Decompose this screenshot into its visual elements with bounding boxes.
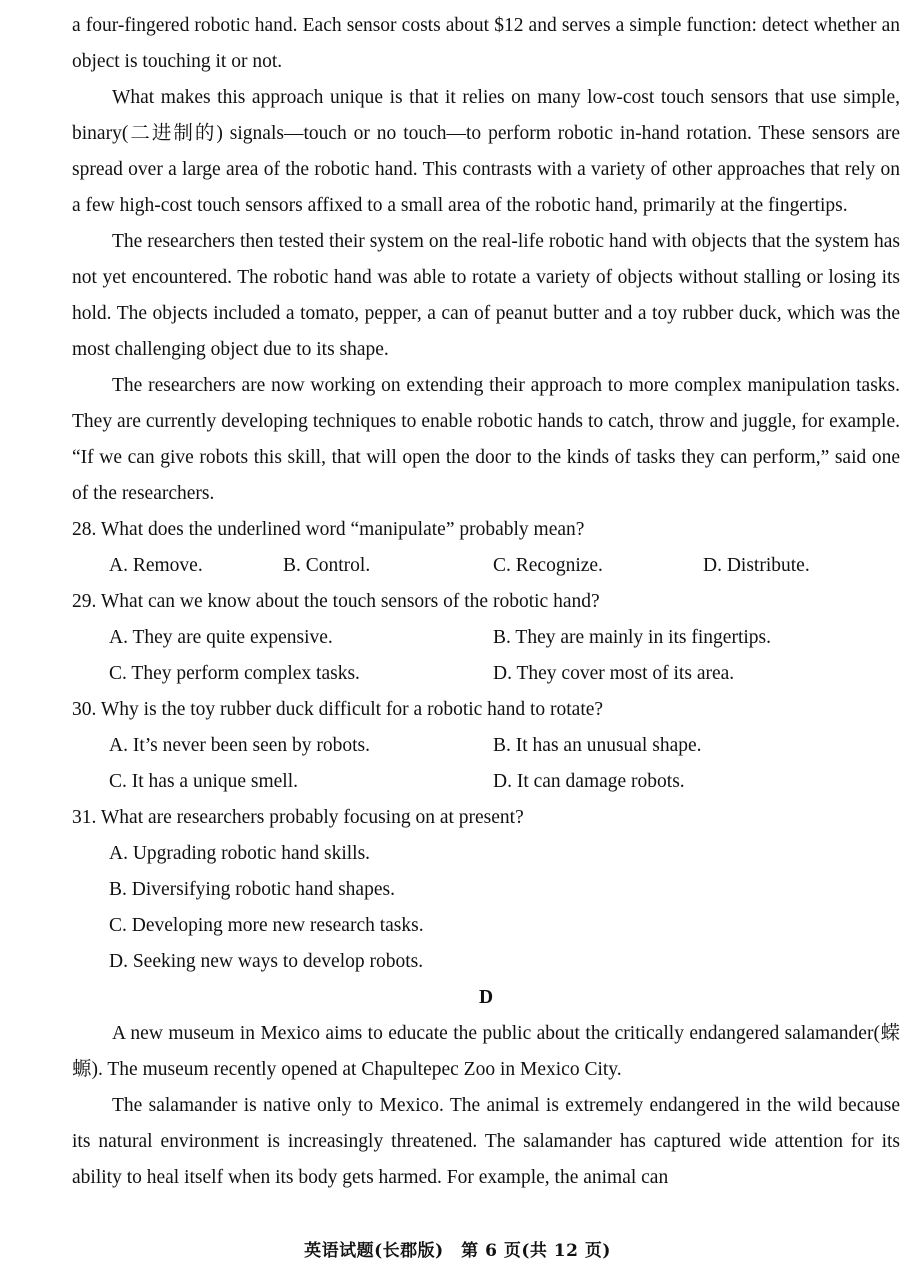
question-28 [72,512,900,584]
exam-page [72,8,900,1196]
option-a: A. They are quite expensive. [109,627,333,648]
option-d: D. They cover most of its area. [493,663,735,684]
section-letter: D [478,987,494,1008]
passage-d-paragraph: A new museum in Mexico aims to educate the public about the critically endangered salamander(蝾螈). The museum recently opened at Chapultepec Zoo in Mexico City. [72,1023,900,1080]
option-b: B. They are mainly in its fingertips. [493,627,772,648]
option-c: C. It has a unique smell. [109,771,299,792]
question-stem: 29. What can we know about the touch sensors of the robotic hand? [72,591,600,612]
option-c: C. They perform complex tasks. [109,663,360,684]
question-30 [72,692,900,800]
passage-d-paragraph: The salamander is native only to Mexico. The animal is extremely endangered in the wild because its natural environment is increasingly threatened. The salamander has captured wide attention for its ability to heal itself when its body gets harmed. For example, the animal can [72,1095,900,1188]
passage-c-paragraph: a four-fingered robotic hand. Each sensor costs about $12 and serves a simple function: detect whether an object is touching it or not. [72,15,900,72]
option-row [72,620,900,656]
option-row [72,764,900,800]
option-row [72,548,900,584]
question-29 [72,584,900,692]
option-d: D. It can damage robots. [493,771,685,792]
option-a: A. Upgrading robotic hand skills. [109,843,371,864]
question-stem: 30. Why is the toy rubber duck difficult for a robotic hand to rotate? [72,699,604,720]
option-a: A. It’s never been seen by robots. [109,735,371,756]
option-b: B. Control. [283,555,371,576]
question-stem: 31. What are researchers probably focusing on at present? [72,807,524,828]
option-row [72,728,900,764]
option-d: D. Distribute. [703,555,810,576]
option-row [72,656,900,692]
option-d: D. Seeking new ways to develop robots. [109,951,424,972]
option-b: B. It has an unusual shape. [493,735,702,756]
option-c: C. Developing more new research tasks. [109,915,424,936]
passage-c-paragraph: What makes this approach unique is that it relies on many low-cost touch sensors that use simple, binary(二进制的) signals—touch or no touch—to perform robotic in-hand rotation. These sensors are spread over a large area of the robotic hand. This contrasts with a variety of other approaches that rely on a few high-cost touch sensors affixed to a small area of the robotic hand, primarily at the fingertips. [72,87,900,216]
option-c: C. Recognize. [493,555,603,576]
passage-c-paragraph: The researchers are now working on extending their approach to more complex manipulation tasks. They are currently developing techniques to enable robotic hands to catch, throw and juggle, for example. “If we can give robots this skill, that will open the door to the kinds of tasks they can perform,” said one of the researchers. [72,375,900,504]
option-a: A. Remove. [109,555,203,576]
option-b: B. Diversifying robotic hand shapes. [109,879,395,900]
page-footer: 英语试题(长郡版) 第 6 页(共 12 页) [304,1241,611,1261]
passage-c-paragraph: The researchers then tested their system on the real-life robotic hand with objects that the system has not yet encountered. The robotic hand was able to rotate a variety of objects without stalling or losing its hold. The objects included a tomato, pepper, a can of peanut butter and a toy rubber duck, which was the most challenging object due to its shape. [72,231,900,360]
question-31 [72,800,900,980]
question-stem: 28. What does the underlined word “manipulate” probably mean? [72,519,585,540]
